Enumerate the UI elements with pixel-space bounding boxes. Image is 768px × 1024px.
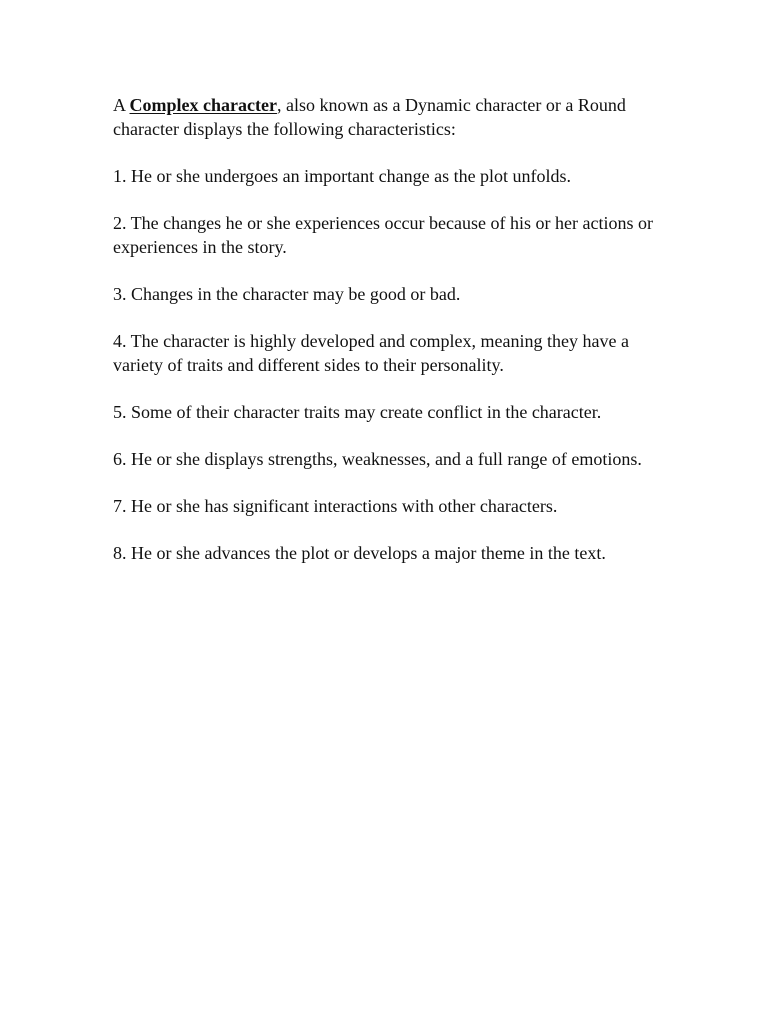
list-item-7: 7. He or she has significant interactions with other characters. xyxy=(113,496,558,516)
list-item-5: 5. Some of their character traits may create conflict in the character. xyxy=(113,402,602,422)
list-item-2: 2. The changes he or she experiences occur because of his or her actions or experiences in the story. xyxy=(113,213,653,257)
list-item-4: 4. The character is highly developed and complex, meaning they have a variety of traits and different sides to their personality. xyxy=(113,331,629,375)
list-item-8: 8. He or she advances the plot or develops a major theme in the text. xyxy=(113,543,606,563)
intro-suffix: , also known as a Dynamic character or a Round character displays the following characteristics: xyxy=(113,95,626,139)
document-body xyxy=(113,93,653,588)
list-item-3: 3. Changes in the character may be good or bad. xyxy=(113,284,461,304)
list-item-1: 1. He or she undergoes an important change as the plot unfolds. xyxy=(113,166,572,186)
intro-prefix: A xyxy=(113,95,130,115)
intro-paragraph xyxy=(113,93,653,141)
defined-term: Complex character xyxy=(129,95,277,115)
list-item-6: 6. He or she displays strengths, weaknesses, and a full range of emotions. xyxy=(113,449,642,469)
